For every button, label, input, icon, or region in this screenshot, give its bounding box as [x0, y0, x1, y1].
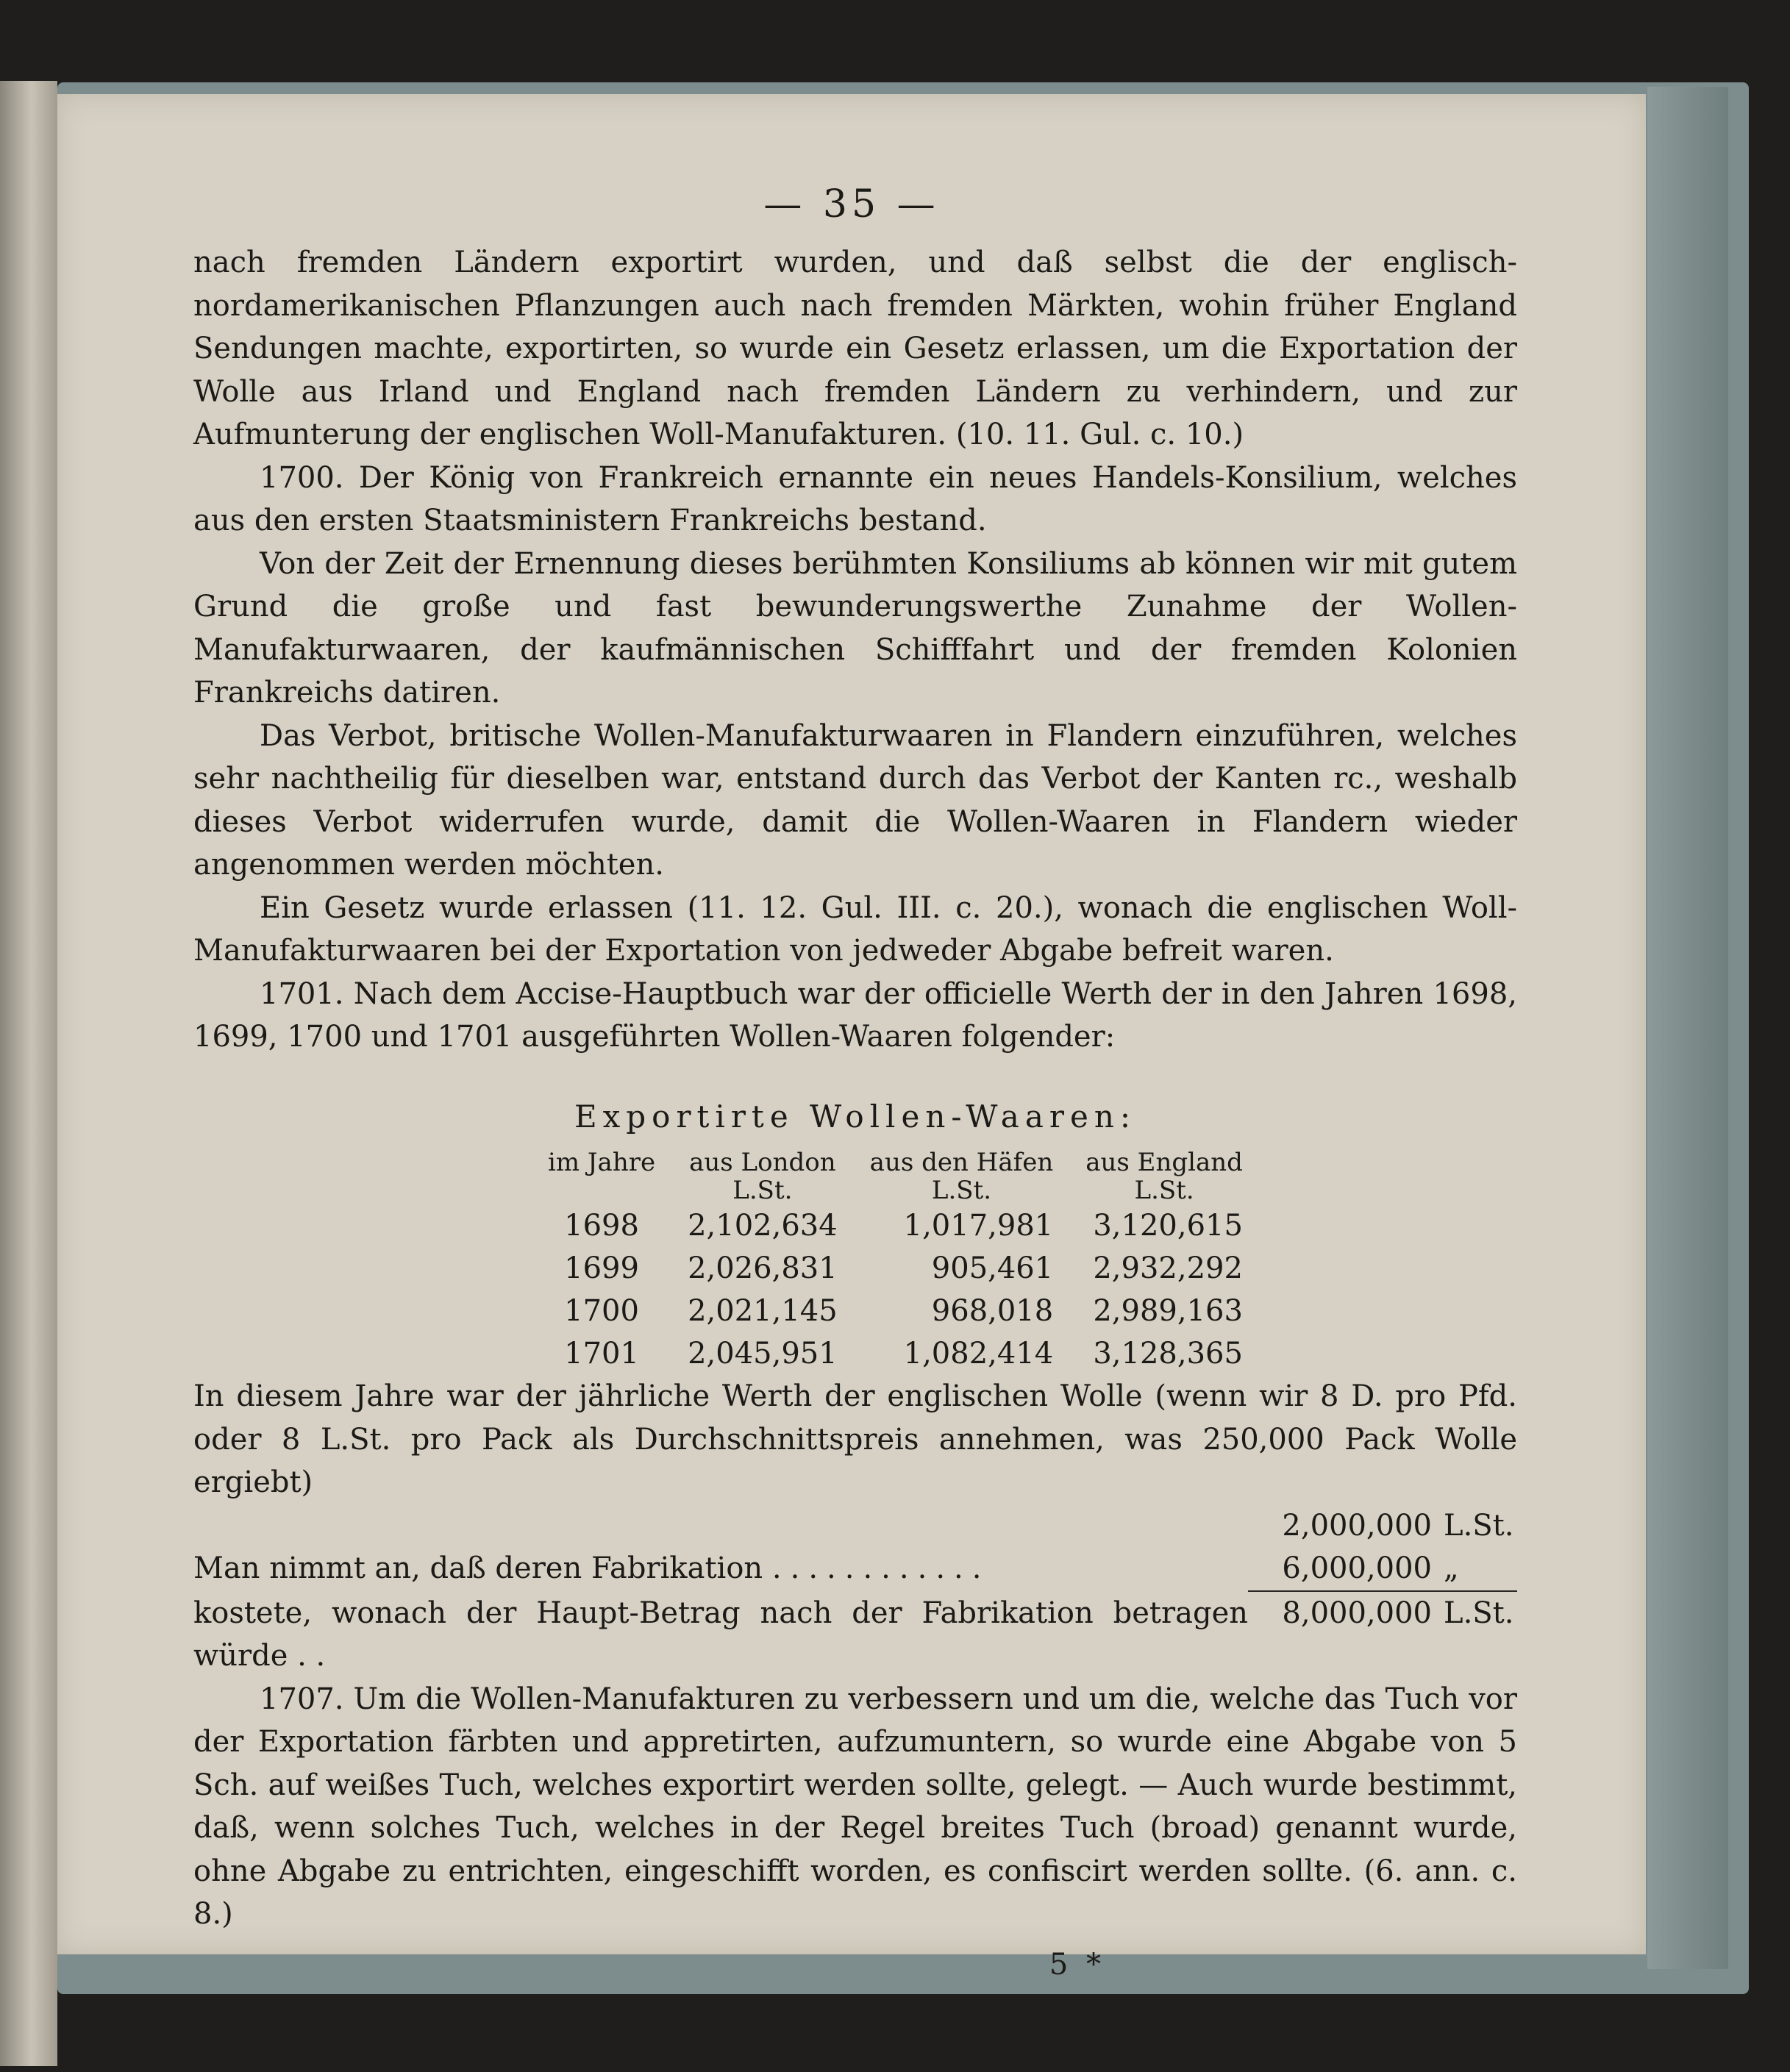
book-page [57, 94, 1646, 1982]
table-row [532, 1332, 1259, 1375]
unit-england: L.St. [1134, 1176, 1194, 1205]
paragraph-verbot: Das Verbot, britische Wollen-Manufakturwaaren in Flandern einzuführen, welches sehr nachtheilig für dieselben war, entstand durch das Verbot der Kanten rc., weshalb dieses Verbot widerrufen wurde, damit die Wollen-Waaren in Flandern wieder angenommen werden möchten. [193, 718, 1517, 882]
header-london: aus London [689, 1148, 836, 1177]
calc-line-2 [193, 1547, 1517, 1592]
cell-england: 3,128,365 [1093, 1337, 1243, 1371]
table-unit-row [532, 1176, 1259, 1204]
unit-london: L.St. [732, 1176, 793, 1205]
paragraph-1700: 1700. Der König von Frankreich ernannte ein neues Handels-Konsilium, welches aus den ersten Staatsministern Frankreichs bestand. [193, 460, 1517, 537]
paragraph-1701: 1701. Nach dem Accise-Hauptbuch war der officielle Werth der in den Jahren 1698, 1699, 1700 und 1701 ausgeführten Wollen-Waaren folgender: [193, 976, 1517, 1054]
unit-ports: L.St. [931, 1176, 992, 1205]
cell-ports: 1,017,981 [903, 1209, 1054, 1243]
calc-amount-3: 8,000,000 [1282, 1596, 1432, 1630]
cell-ports: 1,082,414 [903, 1337, 1054, 1371]
cell-year: 1699 [564, 1251, 639, 1285]
table-row [532, 1204, 1259, 1247]
cell-london: 2,021,145 [688, 1294, 838, 1328]
paragraph-konsilium: Von der Zeit der Ernennung dieses berühmten Konsiliums ab können wir mit gutem Grund die große und fast bewunderungswerthe Zunahme der Wollen-Manufakturwaaren, der kaufmännischen Schifffahrt und der fremden Kolonien Frankreichs datiren. [193, 546, 1517, 710]
cell-london: 2,102,634 [688, 1209, 838, 1243]
exports-table [532, 1148, 1259, 1375]
calc-label-2: Man nimmt an, daß deren Fabrikation [193, 1551, 763, 1585]
page-number: — 35 — [763, 182, 940, 226]
calc-unit-3: L.St. [1444, 1596, 1514, 1630]
table-row [532, 1290, 1259, 1332]
table-header-row [532, 1148, 1259, 1176]
paragraph-gesetz: Ein Gesetz wurde erlassen (11. 12. Gul. III. c. 20.), wonach die englischen Woll-Manufakturwaaren bei der Exportation von jedweder Abgabe befreit waren. [193, 890, 1517, 968]
paragraph-wool-value: In diesem Jahre war der jährliche Werth der englischen Wolle (wenn wir 8 D. pro Pfd. oder 8 L.St. pro Pack als Durchschnittspreis annehmen, was 250,000 Pack Wolle ergiebt) [193, 1379, 1517, 1499]
cell-ports: 968,018 [931, 1294, 1054, 1328]
calc-unit-2: „ [1432, 1547, 1517, 1592]
cell-year: 1700 [564, 1294, 639, 1328]
header-year: im Jahre [548, 1148, 656, 1177]
header-england: aus England [1085, 1148, 1243, 1177]
calc-line-1 [193, 1504, 1517, 1548]
calc-dots: ............ [771, 1551, 991, 1585]
calc-line-3 [193, 1592, 1517, 1678]
calc-unit-1: L.St. [1444, 1508, 1514, 1543]
cell-england: 3,120,615 [1093, 1209, 1243, 1243]
unit-year [532, 1176, 671, 1204]
cell-england: 2,932,292 [1093, 1251, 1243, 1285]
header-ports: aus den Häfen [869, 1148, 1054, 1177]
table-title: Exportirte Wollen-Waaren: [574, 1098, 1137, 1135]
cell-ports: 905,461 [931, 1251, 1054, 1285]
cell-year: 1698 [564, 1209, 639, 1243]
calc-amount-1: 2,000,000 [1282, 1508, 1432, 1543]
cell-england: 2,989,163 [1093, 1294, 1243, 1328]
page-body [193, 241, 1517, 1986]
cell-year: 1701 [564, 1337, 639, 1371]
cover-edge [1647, 87, 1728, 1969]
cell-london: 2,026,831 [688, 1251, 838, 1285]
calc-label-3: kostete, wonach der Haupt-Betrag nach der Fabrikation betragen würde . . [193, 1596, 1248, 1673]
calc-amount-2: 6,000,000 [1248, 1547, 1432, 1592]
signature-mark: 5 * [1049, 1947, 1105, 1982]
cell-london: 2,045,951 [688, 1337, 838, 1371]
facing-page-edge [0, 81, 57, 2066]
paragraph-continuation: nach fremden Ländern exportirt wurden, und daß selbst die der englisch-nordamerikanischen Pflanzungen auch nach fremden Märkten, wohin früher England Sendungen machte, exportirten, so wurde ein Gesetz erlassen, um die Exportation der Wolle aus Irland und England nach fremden Ländern zu verhindern, und zur Aufmunterung der englischen Woll-Manufakturen. (10. 11. Gul. c. 10.) [193, 246, 1517, 451]
table-row [532, 1247, 1259, 1290]
paragraph-1707: 1707. Um die Wollen-Manufakturen zu verbessern und um die, welche das Tuch vor der Exportation färbten und appretirten, aufzumuntern, so wurde eine Abgabe von 5 Sch. auf weißes Tuch, welches exportirt werden sollte, gelegt. — Auch wurde bestimmt, daß, wenn solches Tuch, welches in der Regel breites Tuch (broad) genannt wurde, ohne Abgabe zu entrichten, eingeschifft worden, es confiscirt werden sollte. (6. ann. c. 8.) [193, 1682, 1517, 1931]
